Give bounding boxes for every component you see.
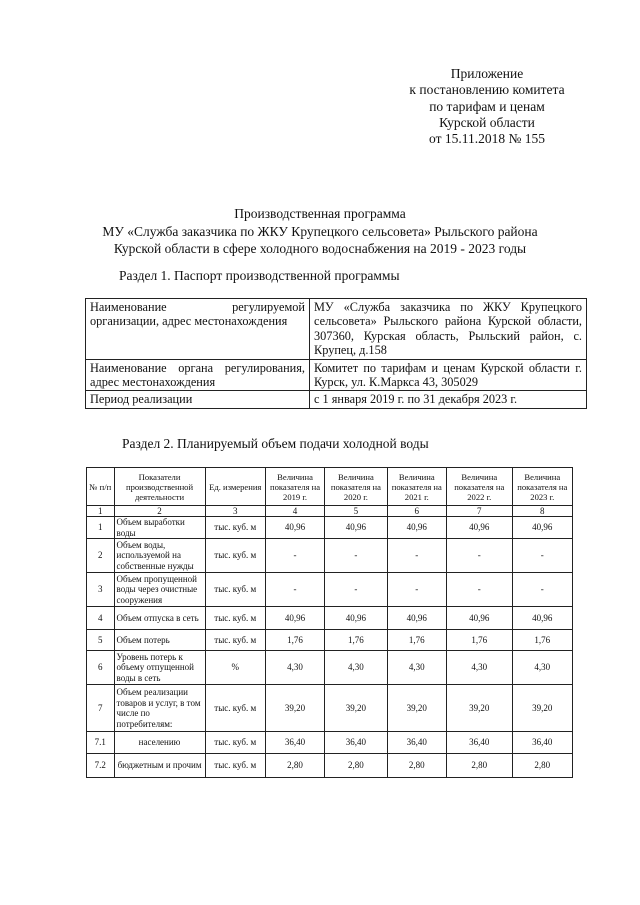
value-2022: 1,76 [446,630,512,651]
section2-heading: Раздел 2. Планируемый объем подачи холодной воды [122,436,429,451]
table-row [87,573,573,607]
appendix-line: Приложение [450,66,524,81]
column-number: 4 [265,506,324,517]
title-line: МУ «Служба заказчика по ЖКУ Крупецкого сельсовета» Рыльского района [102,223,538,239]
value-2021: 40,96 [387,517,446,539]
row-unit: тыс. куб. м [205,573,265,607]
water-volume-table [86,467,573,778]
value-2020: - [325,539,387,573]
title-line: Курской области в сфере холодного водоснабжения на 2019 - 2023 годы [113,241,527,256]
row-num: 1 [87,517,115,539]
row-indicator: Объем отпуска в сеть [114,607,205,630]
table-row [87,685,573,732]
value-2023: - [512,573,572,607]
passport-row [86,359,587,391]
value-2020: 39,20 [325,685,387,732]
appendix-line: Курской области [439,114,535,130]
row-num: 3 [87,573,115,607]
row-indicator: Уровень потерь к объему отпущенной воды в сеть [114,651,205,685]
passport-row [86,391,587,408]
value-2019: 4,30 [265,651,324,685]
passport-label: Наименование регулируемой организации, адрес местонахождения [86,299,310,360]
value-2020: 36,40 [325,732,387,754]
table-row [87,630,573,651]
column-number-row [87,506,573,517]
row-num: 2 [87,539,115,573]
value-2020: 1,76 [325,630,387,651]
section1-heading: Раздел 1. Паспорт производственной программы [119,268,400,283]
row-indicator: Объем выработки воды [114,517,205,539]
column-number: 3 [205,506,265,517]
row-unit: тыс. куб. м [205,754,265,778]
passport-value: МУ «Служба заказчика по ЖКУ Крупецкого сельсовета» Рыльского района Курской области, 307360, Курская область, Рыльский район, с. Крупец, д.158 [310,299,587,360]
row-num: 7.1 [87,732,115,754]
row-unit: тыс. куб. м [205,607,265,630]
appendix-line: по тарифам и ценам [429,98,545,114]
value-2021: 39,20 [387,685,446,732]
value-2019: 36,40 [265,732,324,754]
row-indicator: Объем пропущенной воды через очистные сооружения [114,573,205,607]
table-row [87,517,573,539]
header-2021: Величина показателя на 2021 г. [387,468,446,506]
value-2023: 36,40 [512,732,572,754]
value-2022: 4,30 [446,651,512,685]
value-2022: - [446,539,512,573]
value-2020: 40,96 [325,517,387,539]
column-number: 8 [512,506,572,517]
value-2023: - [512,539,572,573]
value-2022: 39,20 [446,685,512,732]
value-2020: 40,96 [325,607,387,630]
row-indicator: бюджетным и прочим [114,754,205,778]
table-row [87,754,573,778]
passport-label: Наименование органа регулирования, адрес местонахождения [86,359,310,391]
header-2019: Величина показателя на 2019 г. [265,468,324,506]
value-2020: 2,80 [325,754,387,778]
value-2019: 2,80 [265,754,324,778]
value-2023: 4,30 [512,651,572,685]
header-indicator: Показатели производственной деятельности [114,468,205,506]
value-2019: - [265,573,324,607]
value-2021: 4,30 [387,651,446,685]
appendix-block [392,66,582,147]
row-num: 5 [87,630,115,651]
row-indicator: Объем воды, используемой на собственные нужды [114,539,205,573]
table-row [87,651,573,685]
value-2023: 2,80 [512,754,572,778]
row-num: 6 [87,651,115,685]
passport-value: Комитет по тарифам и ценам Курской области г. Курск, ул. К.Маркса 43, 305029 [310,359,587,391]
value-2021: 36,40 [387,732,446,754]
column-number: 2 [114,506,205,517]
value-2019: 39,20 [265,685,324,732]
row-unit: % [205,651,265,685]
value-2019: - [265,539,324,573]
value-2019: 1,76 [265,630,324,651]
header-2023: Величина показателя на 2023 г. [512,468,572,506]
row-indicator: Объем потерь [114,630,205,651]
value-2021: - [387,539,446,573]
table-header-row [87,468,573,506]
title-line: Производственная программа [234,206,406,221]
value-2021: 2,80 [387,754,446,778]
header-num: № п/п [87,468,115,506]
row-indicator: населению [114,732,205,754]
row-unit: тыс. куб. м [205,630,265,651]
row-unit: тыс. куб. м [205,685,265,732]
header-2022: Величина показателя на 2022 г. [446,468,512,506]
column-number: 1 [87,506,115,517]
value-2022: 40,96 [446,607,512,630]
value-2022: 40,96 [446,517,512,539]
table-row [87,732,573,754]
passport-row [86,299,587,360]
column-number: 5 [325,506,387,517]
value-2020: 4,30 [325,651,387,685]
value-2022: 2,80 [446,754,512,778]
passport-value: с 1 января 2019 г. по 31 декабря 2023 г. [310,391,587,408]
value-2019: 40,96 [265,607,324,630]
value-2021: 1,76 [387,630,446,651]
row-unit: тыс. куб. м [205,517,265,539]
passport-label: Период реализации [86,391,310,408]
row-num: 7.2 [87,754,115,778]
appendix-date-line: от 15.11.2018 № 155 [429,131,545,147]
table-row [87,539,573,573]
header-2020: Величина показателя на 2020 г. [325,468,387,506]
value-2021: 40,96 [387,607,446,630]
value-2022: 36,40 [446,732,512,754]
column-number: 7 [446,506,512,517]
appendix-line: к постановлению комитета [409,82,565,98]
value-2023: 39,20 [512,685,572,732]
header-unit: Ед. измерения [205,468,265,506]
row-num: 7 [87,685,115,732]
value-2022: - [446,573,512,607]
column-number: 6 [387,506,446,517]
row-unit: тыс. куб. м [205,539,265,573]
table-row [87,607,573,630]
value-2019: 40,96 [265,517,324,539]
document-title [0,205,640,258]
value-2020: - [325,573,387,607]
passport-table [85,298,587,409]
value-2023: 40,96 [512,607,572,630]
row-unit: тыс. куб. м [205,732,265,754]
row-num: 4 [87,607,115,630]
row-indicator: Объем реализации товаров и услуг, в том числе по потребителям: [114,685,205,732]
value-2023: 1,76 [512,630,572,651]
value-2023: 40,96 [512,517,572,539]
value-2021: - [387,573,446,607]
